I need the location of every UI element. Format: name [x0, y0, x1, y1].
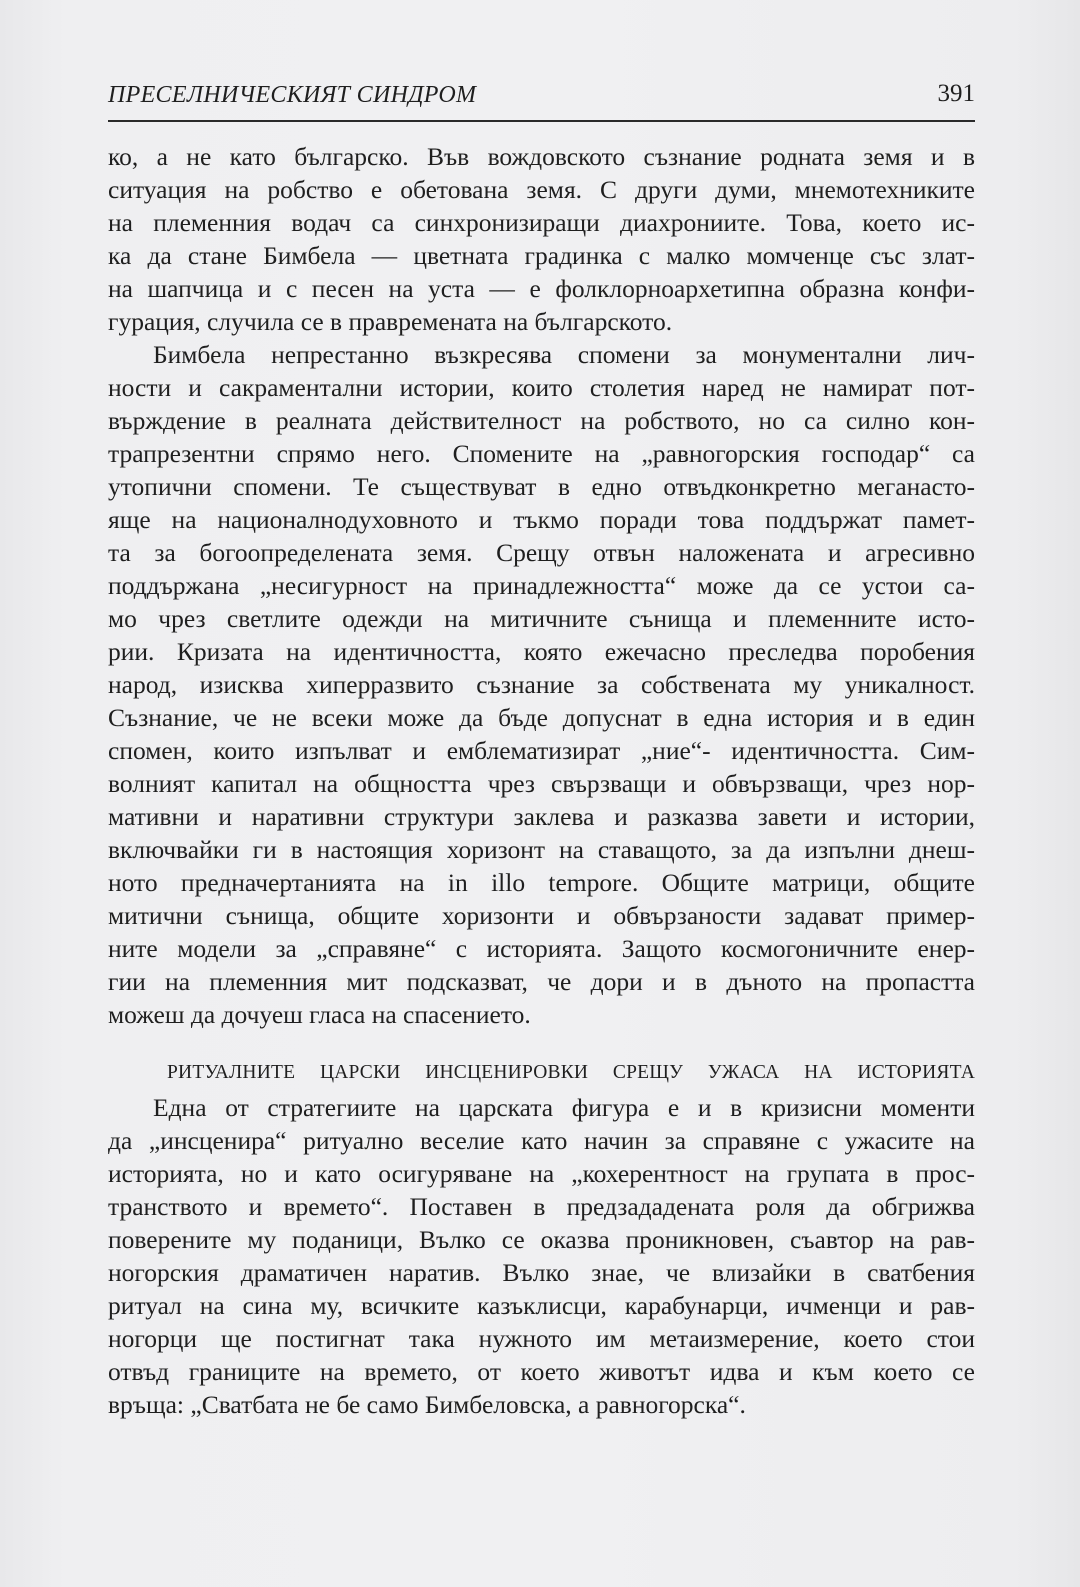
text-line: гурация, случила се в правремената на българското.	[108, 307, 673, 336]
text-line: народ, изисква хиперразвито съзнание за собствената му уникалност.	[108, 670, 975, 699]
section-heading: РИТУАЛНИТЕ ЦАРСКИ ИНСЦЕНИРОВКИ СРЕЩУ УЖАСА НА ИСТОРИЯТА	[167, 1062, 975, 1083]
paragraph	[108, 1091, 975, 1421]
text-line: ко, а не като българско. Във вождовското съзнание родната земя и в	[108, 142, 975, 171]
text-line: историята, но и като осигуряване на „кохерентност на групата в прос-	[108, 1159, 975, 1188]
text-line: трапрезентни спрямо него. Спомените на „равногорския господар“ са	[108, 439, 975, 468]
text-line: гии на племенния мит подсказват, че дори и в дъното на пропастта	[108, 967, 975, 996]
text-line: ситуация на робство е обетована земя. С други думи, мнемотехниките	[108, 175, 975, 204]
text-line: на племенния водач са синхронизиращи диахрониите. Това, което ис-	[108, 208, 975, 237]
text-line: ногорския драматичен наратив. Вълко знае, че влизайки в сватбения	[108, 1258, 975, 1287]
text-line: Бимбела непрестанно възкресява спомени за монументални лич-	[153, 340, 975, 369]
text-line: рии. Кризата на идентичността, която ежечасно преследва поробения	[108, 637, 975, 666]
text-line: утопични спомени. Те съществуват в едно отвъдконкретно меганасто-	[108, 472, 975, 501]
text-line: ритуал на сина му, всичките казъклисци, карабунарци, ичменци и рав-	[108, 1291, 975, 1320]
text-line: върждение в реалната действителност на робството, но са силно кон-	[108, 406, 975, 435]
text-line: Една от стратегиите на царската фигура е и в кризисни моменти	[153, 1093, 975, 1122]
text-line: включвайки ги в настоящия хоризонт на ставащото, за да изпълни днеш-	[108, 835, 975, 864]
text-line: да „инсценира“ ритуално веселие като начин за справяне с ужасите на	[108, 1126, 975, 1155]
text-line: поверените му поданици, Вълко се оказва проникновен, съавтор на рав-	[108, 1225, 975, 1254]
text-line: връща: „Сватбата не бе само Бимбеловска, а равногорска“.	[108, 1390, 746, 1419]
text-line: отвъд границите на времето, от което животът идва и към което се	[108, 1357, 975, 1386]
paragraph	[108, 338, 975, 1031]
text-line: на шапчица и с песен на уста — е фолклорноархетипна образна конфи-	[108, 274, 975, 303]
text-line: можеш да дочуеш гласа на спасението.	[108, 1000, 531, 1029]
running-head	[108, 78, 975, 122]
text-line: ка да стане Бимбела — цветната градинка с малко момченце със злат-	[108, 241, 975, 270]
text-line: та за богоопределената земя. Срещу отвън наложената и агресивно	[108, 538, 975, 567]
section-spacer	[108, 1031, 975, 1055]
text-line: ногорци ще постигнат така нужното им метаизмерение, което стои	[108, 1324, 975, 1353]
text-line: митични сънища, общите хоризонти и обвързаности задават пример-	[108, 901, 975, 930]
text-line: мативни и наративни структури заклева и разказва завети и истории,	[108, 802, 975, 831]
text-line: ното предначертанията на in illo tempore. Общите матрици, общите	[108, 868, 975, 897]
text-line: ности и сакраментални истории, които столетия наред не намират пот-	[108, 373, 975, 402]
text-line: мо чрез светлите одежди на митичните сънища и племенните исто-	[108, 604, 975, 633]
page-number: 391	[937, 80, 975, 107]
text-line: волният капитал на общността чрез свързващи и обвързващи, чрез нор-	[108, 769, 975, 798]
text-line: поддържана „несигурност на принадлежността“ може да се устои са-	[108, 571, 975, 600]
text-line: спомен, които изпълват и емблематизират „ние“- идентичността. Сим-	[108, 736, 975, 765]
text-line: ните модели за „справяне“ с историята. Защото космогоничните енер-	[108, 934, 975, 963]
text-line: Съзнание, че не всеки може да бъде допуснат в една история и в един	[108, 703, 975, 732]
paragraph	[108, 140, 975, 338]
text-line: яще на националнодуховното и тъкмо поради това поддържат памет-	[108, 505, 975, 534]
body-text	[108, 140, 975, 1421]
text-line: транството и времето“. Поставен в предзададената роля да обгрижва	[108, 1192, 975, 1221]
running-title: ПРЕСЕЛНИЧЕСКИЯТ СИНДРОМ	[108, 82, 477, 108]
